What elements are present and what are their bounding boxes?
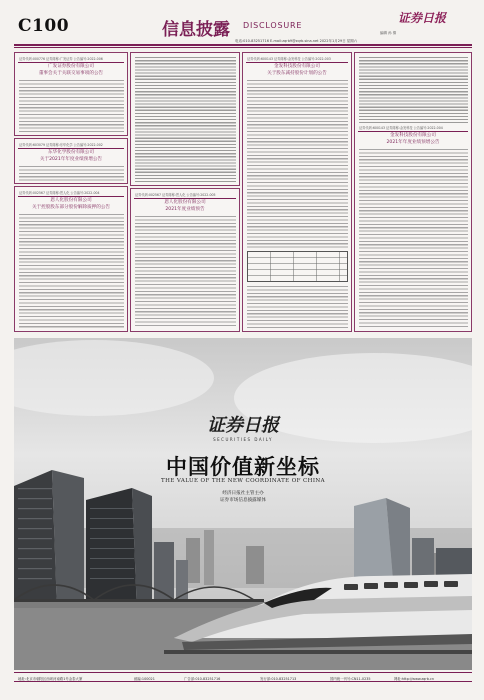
section-title: 信息披露	[162, 20, 230, 40]
ad-newspaper-logo: 证券日报	[207, 415, 279, 436]
divider	[246, 62, 348, 63]
announcement-body	[19, 80, 124, 132]
announcement-company: 恩人化股份有限公司	[50, 198, 92, 203]
city-skyline-illustration	[14, 338, 472, 670]
data-table	[247, 251, 348, 282]
top-rule	[14, 44, 472, 46]
announcement-title: 董事会关于关联交易事项的公告	[38, 71, 104, 76]
announcement-title: 关于控股股东部分股份解除质押的公告	[31, 205, 111, 210]
announcement-body	[135, 216, 236, 328]
footer-ads-tel: 广告部:010-83251716	[184, 677, 221, 681]
announcement-code: 证券代码:603079 证券简称:东华化学 公告编号:2022-002	[19, 143, 103, 147]
announcement-title: 2021年年度业绩预增公告	[386, 140, 440, 145]
footer-print-info: 国内统一刊号:CN11-0235	[330, 677, 371, 681]
ad-subline: THE VALUE OF THE NEW COORDINATE OF CHINA	[161, 478, 325, 484]
announcement-body	[19, 166, 124, 181]
divider	[358, 131, 468, 132]
page-number: C100	[18, 16, 70, 36]
announcement-title: 关于股东减持股份计划的公告	[267, 71, 327, 76]
ad-slogan-1: 经济日报社主管主办	[222, 491, 264, 496]
announcement-company: 金发科技股份有限公司	[390, 133, 436, 138]
announcement-code: 证券代码:600143 证券简称:金发科技 公告编号:2022-003	[247, 57, 331, 61]
announcement-box	[130, 52, 240, 186]
announcement-code: 证券代码:002567 证券简称:恩人化 公告编号:2022-004	[19, 191, 100, 195]
announcement-company: 广发证券股份有限公司	[48, 64, 94, 69]
footer-address: 地址:北京市朝阳区西坝河南路1号金泰大厦	[18, 677, 83, 681]
divider	[18, 148, 124, 149]
announcement-box	[130, 188, 240, 332]
announcement-code: 证券代码:002567 证券简称:恩人化 公告编号:2022-005	[135, 193, 216, 197]
announcement-body	[135, 57, 236, 182]
masthead	[0, 0, 484, 46]
editor-line: 编辑 孙 倩	[380, 31, 397, 35]
announcement-title: 关于2021年年度业绩预增公告	[39, 157, 103, 162]
announcement-box	[354, 52, 472, 332]
announcement-box	[14, 138, 128, 184]
announcement-body	[359, 149, 468, 327]
top-rule-thin	[14, 47, 472, 48]
section-title-en: DISCLOSURE	[243, 21, 303, 30]
contact-line: 电话:010-83251716 E-mail:zqrb9@zqrb.sina.net 2022年1月29日 星期六	[235, 39, 358, 43]
newspaper-logo: 证券日报	[398, 11, 447, 25]
announcement-box	[242, 52, 352, 332]
footer-postcode: 邮编:100021	[134, 677, 155, 681]
footer-website: 网址:http://www.zqrb.cn	[394, 677, 434, 681]
divider	[134, 198, 236, 199]
announcement-body	[247, 80, 348, 248]
announcement-body	[247, 286, 348, 328]
advertisement	[14, 338, 472, 670]
divider	[18, 62, 124, 63]
announcement-company: 金发科技股份有限公司	[274, 64, 320, 69]
ad-newspaper-logo-en: SECURITIES DAILY	[213, 437, 273, 442]
footer-dist-tel: 发行部:010-83251713	[260, 677, 297, 681]
announcement-company: 东华化学股份有限公司	[48, 150, 94, 155]
announcement-body	[19, 214, 124, 328]
announcement-company: 恩人化股份有限公司	[164, 200, 206, 205]
announcement-title: 2021年度业绩预告	[165, 207, 205, 212]
footer-bar	[14, 672, 472, 682]
announcement-box	[14, 186, 128, 332]
announcement-box	[14, 52, 128, 136]
divider	[18, 196, 124, 197]
announcement-code: 证券代码:600143 证券简称:金发科技 公告编号:2022-004	[359, 126, 443, 130]
announcement-body	[359, 57, 468, 123]
ad-slogan-2: 证券市场信息披露媒体	[220, 498, 266, 503]
announcement-code: 证券代码:000776 证券简称:广发证券 公告编号:2022-006	[19, 57, 103, 61]
ad-headline: 中国价值新坐标	[166, 455, 320, 479]
